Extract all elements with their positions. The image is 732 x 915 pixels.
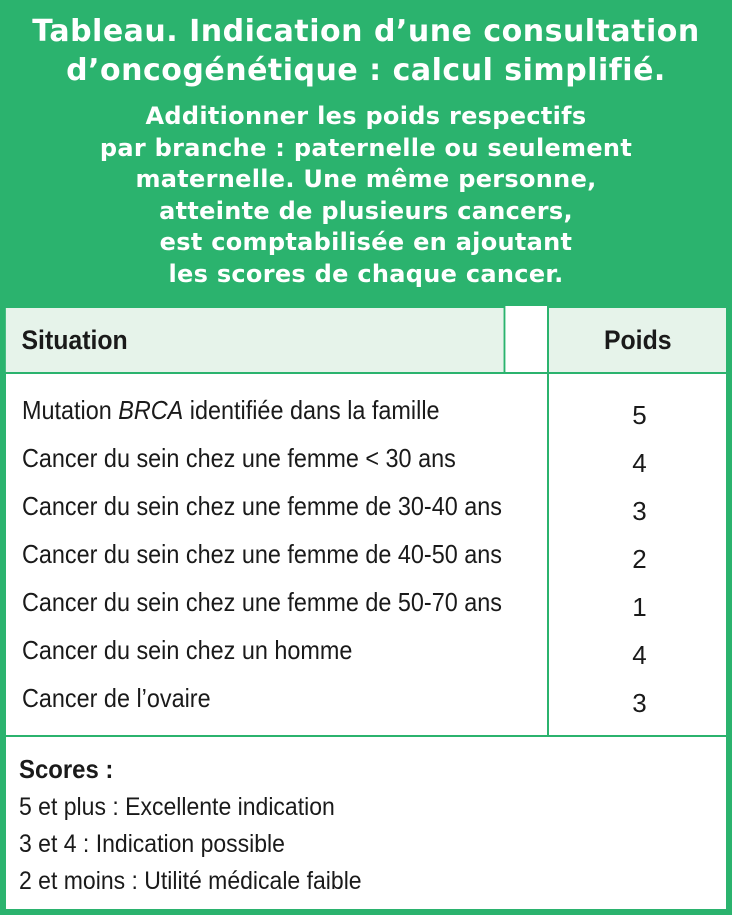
situation-column [4,372,549,737]
table-row-poids: 2 [632,544,647,574]
instruction-line: les scores de chaque cancer. [168,259,564,288]
table-title [4,12,728,90]
score-line: 2 et moins : Utilité médicale faible [19,867,362,895]
table-title-line: d’oncogénétique : calcul simplifié. [66,53,666,88]
table-row-situation: Cancer du sein chez une femme de 50-70 ans [22,587,502,617]
table-row-poids: 4 [632,640,647,670]
column-header-poids-label: Poids [603,324,672,355]
table-row-situation: Cancer du sein chez une femme < 30 ans [22,443,456,473]
instruction-line: maternelle. Une même personne, [135,165,597,193]
table-row-poids: 4 [632,448,647,478]
column-header-poids [547,306,728,374]
score-line: 3 et 4 : Indication possible [19,830,285,858]
table-row-situation: Cancer de l’ovaire [22,683,211,713]
table-row-poids: 3 [632,496,647,526]
score-line: 5 et plus : Excellente indication [19,793,335,821]
instruction-line: par branche : paternelle ou seulement [99,133,633,162]
instruction-line: atteinte de plusieurs cancers, [159,196,573,225]
poids-column [547,372,728,737]
instruction-line: Additionner les poids respectifs [145,102,587,130]
instruction-line: est comptabilisée en ajoutant [159,228,573,256]
scores-title: Scores : [19,754,114,784]
table-row-poids: 1 [632,592,647,622]
table-row-situation: Cancer du sein chez une femme de 40-50 ans [22,539,502,569]
table-header-banner [4,0,728,306]
table-row-situation: Mutation BRCA identifiée dans la famille [22,395,440,425]
column-header-situation-label: Situation [21,324,128,355]
table-row-poids: 3 [632,688,647,718]
table-title-line: Tableau. Indication d’une consultation [32,14,700,49]
table-row-situation: Cancer du sein chez un homme [22,635,353,665]
scores-box [4,735,728,911]
table-row-situation: Cancer du sein chez une femme de 30-40 ans [22,491,502,521]
table-row-poids: 5 [632,400,647,430]
table-instructions [4,101,728,290]
column-header-situation [4,306,505,374]
